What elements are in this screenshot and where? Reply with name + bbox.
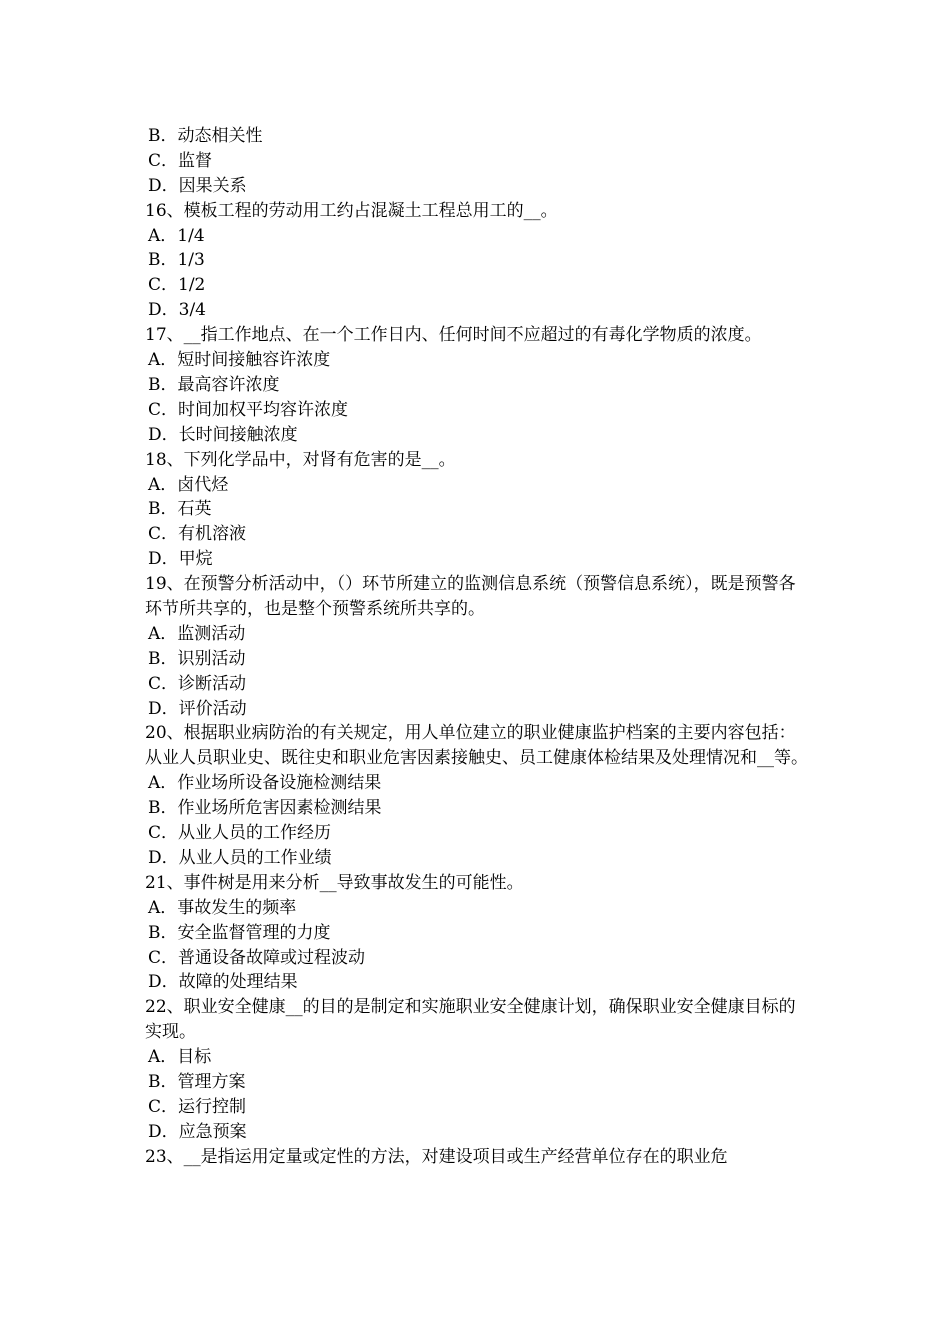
document-body xyxy=(145,124,810,1170)
answer-option: A．1/4 xyxy=(148,225,205,246)
answer-option: A．监测活动 xyxy=(148,623,246,644)
answer-option: B．动态相关性 xyxy=(148,126,263,146)
answer-option: D．应急预案 xyxy=(148,1121,247,1142)
answer-option: B．石英 xyxy=(148,499,212,520)
answer-option: B．识别活动 xyxy=(148,648,246,669)
answer-option: B．最高容许浓度 xyxy=(148,374,280,395)
answer-option: D．长时间接触浓度 xyxy=(148,424,298,445)
answer-option: C．时间加权平均容许浓度 xyxy=(148,399,349,420)
answer-option: C．运行控制 xyxy=(148,1096,247,1117)
answer-option: D．评价活动 xyxy=(148,698,247,719)
answer-option: B．安全监督管理的力度 xyxy=(148,922,331,943)
answer-option: A．事故发生的频率 xyxy=(148,897,297,918)
answer-option: D．因果关系 xyxy=(148,175,247,196)
answer-option: C．诊断活动 xyxy=(148,673,247,694)
question-text: 20、根据职业病防治的有关规定，用人单位建立的职业健康监护档案的主要内容包括：从业人员职业史、既往史和职业危害因素接触史、员工健康体检结果及处理情况和__等。 xyxy=(145,723,808,769)
answer-option: D．3/4 xyxy=(148,300,206,321)
answer-option: D．从业人员的工作业绩 xyxy=(148,847,332,868)
question-text: 22、职业安全健康__的目的是制定和实施职业安全健康计划，确保职业安全健康目标的实现。 xyxy=(145,997,796,1043)
question-text: 21、事件树是用来分析__导致事故发生的可能性。 xyxy=(145,872,524,893)
answer-option: C．从业人员的工作经历 xyxy=(148,823,332,844)
answer-option: A．目标 xyxy=(148,1047,212,1068)
answer-option: D．甲烷 xyxy=(148,549,213,570)
answer-option: A．作业场所设备设施检测结果 xyxy=(148,773,382,794)
answer-option: B．作业场所危害因素检测结果 xyxy=(148,798,382,819)
answer-option: B．1/3 xyxy=(148,250,205,271)
answer-option: C．有机溶液 xyxy=(148,524,247,545)
answer-option: D．故障的处理结果 xyxy=(148,972,298,993)
answer-option: A．短时间接触容许浓度 xyxy=(148,350,331,371)
answer-option: C．普通设备故障或过程波动 xyxy=(148,947,366,968)
answer-option: B．管理方案 xyxy=(148,1072,246,1092)
question-text: 23、__是指运用定量或定性的方法，对建设项目或生产经营单位存在的职业危 xyxy=(145,1146,728,1167)
answer-option: C．监督 xyxy=(148,150,213,171)
question-text: 18、下列化学品中，对肾有危害的是__。 xyxy=(145,449,456,470)
answer-option: C．1/2 xyxy=(148,275,206,296)
question-text: 17、__指工作地点、在一个工作日内、任何时间不应超过的有毒化学物质的浓度。 xyxy=(145,325,762,346)
question-text: 19、在预警分析活动中，（）环节所建立的监测信息系统（预警信息系统），既是预警各环节所共享的，也是整个预警系统所共享的。 xyxy=(145,574,796,619)
question-text: 16、模板工程的劳动用工约占混凝土工程总用工的__。 xyxy=(145,200,558,221)
answer-option: A．卤代烃 xyxy=(148,474,229,495)
